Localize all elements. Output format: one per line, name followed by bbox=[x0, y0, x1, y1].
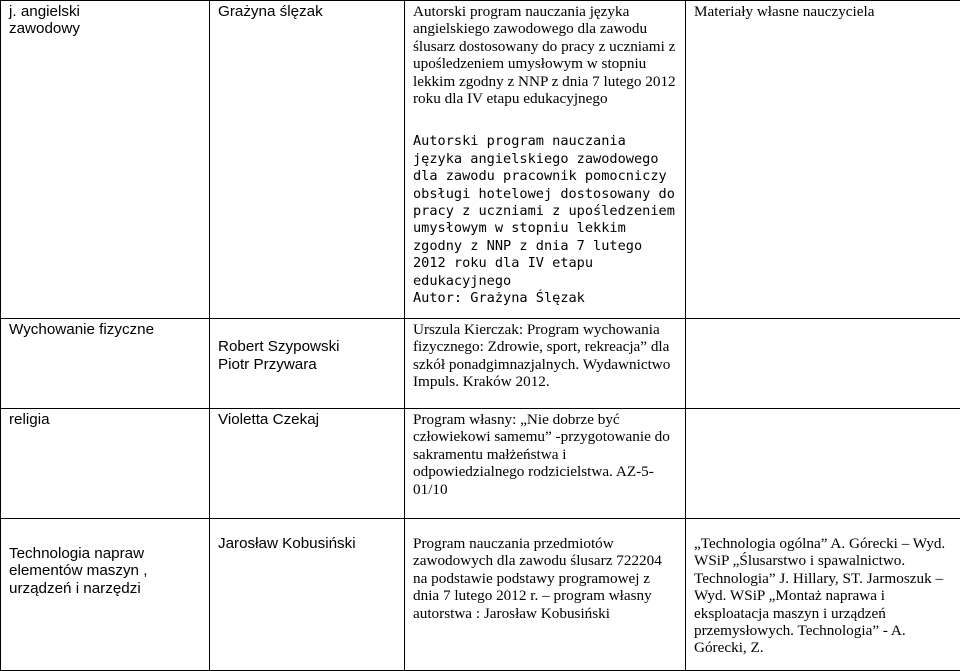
teacher-names: Violetta Czekaj bbox=[218, 411, 319, 428]
subject-name: Technologia napraw elementów maszyn , urządzeń i narzędzi bbox=[9, 545, 189, 597]
materials-cell bbox=[686, 519, 960, 671]
teacher-names: Grażyna ślęzak bbox=[218, 3, 323, 20]
materials-cell bbox=[686, 409, 960, 519]
subject-cell bbox=[1, 409, 210, 519]
teacher-names: Robert Szypowski Piotr Przywara bbox=[218, 338, 340, 372]
table-row bbox=[1, 1, 960, 319]
subject-name: j. angielski zawodowy bbox=[9, 3, 119, 38]
subject-cell bbox=[1, 319, 210, 409]
materials-cell bbox=[686, 319, 960, 409]
program-author: Autor: Grażyna Ślęzak bbox=[413, 290, 677, 307]
program-text: Urszula Kierczak: Program wychowania fizycznego: Zdrowie, sport, rekreacja” dla szkół ponadgimnazjalnych. Wydawnictwo Impuls. Kraków 2012. bbox=[413, 321, 670, 390]
teacher-cell bbox=[210, 1, 405, 319]
teacher-cell bbox=[210, 409, 405, 519]
program-cell bbox=[405, 519, 686, 671]
materials-text: „Technologia ogólna” A. Górecki – Wyd. WSiP „Ślusarstwo i spawalnictwo. Technologia” J. Hillary, ST. Jarmoszuk – Wyd. WSiP „Montaż naprawa i eksploatacja maszyn i urządzeń przemysłowych. Technologia” - A. Górecki, Z. bbox=[694, 535, 945, 656]
materials-cell bbox=[686, 1, 960, 319]
program-text: Program nauczania przedmiotów zawodowych dla zawodu ślusarz 722204 na podstawie podstawy programowej z dnia 7 lutego 2012 r. – program własny autorstwa : Jarosław Kobusiński bbox=[413, 535, 662, 622]
subject-cell bbox=[1, 1, 210, 319]
program-cell bbox=[405, 409, 686, 519]
table-row bbox=[1, 319, 960, 409]
table-row bbox=[1, 409, 960, 519]
program-text: Autorski program nauczania języka angielskiego zawodowego dla zawodu pracownik pomocniczy obsługi hotelowej dostosowany do pracy z uczniami z upośledzeniem umysłowym w stopniu lekkim zgodny z NNP z dnia 7 lutego 2012 roku dla IV etapu edukacyjnego bbox=[413, 133, 677, 290]
program-text: Autorski program nauczania języka angielskiego zawodowego dla zawodu ślusarz dostosowany do pracy z uczniami z upośledzeniem umysłowym w stopniu lekkim zgodny z NNP z dnia 7 lutego 2012 roku dla IV etapu edukacyjnego bbox=[413, 3, 677, 107]
table-row bbox=[1, 519, 960, 671]
materials-text: Materiały własne nauczyciela bbox=[694, 3, 874, 20]
teacher-cell bbox=[210, 319, 405, 409]
subject-name: religia bbox=[9, 411, 50, 428]
subject-name: Wychowanie fizyczne bbox=[9, 321, 154, 338]
program-cell bbox=[405, 319, 686, 409]
teacher-names: Jarosław Kobusiński bbox=[218, 535, 356, 552]
teacher-cell bbox=[210, 519, 405, 671]
program-text: Program własny: „Nie dobrze być człowiekowi samemu” -przygotowanie do sakramentu małżeństwa i odpowiedzialnego rodzicielstwa. AZ-5-01/10 bbox=[413, 411, 670, 498]
program-cell bbox=[405, 1, 686, 319]
subject-cell bbox=[1, 519, 210, 671]
